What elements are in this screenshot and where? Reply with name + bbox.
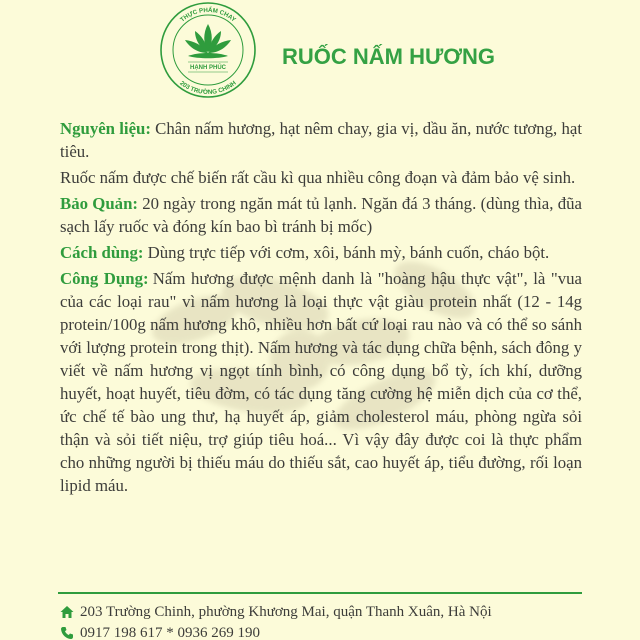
usage-text: Dùng trực tiếp với cơm, xôi, bánh mỳ, bánh cuốn, cháo bột. bbox=[147, 243, 550, 262]
home-icon bbox=[60, 605, 74, 619]
product-title: RUỐC NẤM HƯƠNG bbox=[282, 44, 496, 69]
usage-paragraph bbox=[60, 241, 582, 264]
logo-arc-text-bottom: 203 TRƯỜNG CHINH bbox=[178, 79, 238, 97]
address-text: 203 Trường Chinh, phường Khương Mai, quận Thanh Xuân, Hà Nội bbox=[80, 604, 492, 620]
lotus-icon bbox=[185, 24, 231, 58]
footer-phone bbox=[60, 626, 260, 640]
logo-center-text: HẠNH PHÚC bbox=[190, 65, 226, 71]
phone-icon bbox=[60, 626, 74, 640]
benefits-paragraph bbox=[60, 267, 582, 497]
ingredients-text: Chân nấm hương, hạt nêm chay, gia vị, dầu ăn, nước tương, hạt tiêu. bbox=[60, 119, 582, 161]
phone-text: 0917 198 617 * 0936 269 190 bbox=[80, 625, 260, 640]
svg-text:203 TRƯỜNG CHINH bbox=[178, 79, 238, 96]
ingredients-label: Nguyên liệu: bbox=[60, 119, 151, 138]
brand-logo bbox=[158, 0, 258, 100]
benefits-text: Nấm hương được mệnh danh là "hoàng hậu thực vật", là "vua của các loại rau" vì nấm hương là loại thực vật giàu protein nhất (12 - 14g protein/100g nấm hương khô, nhiều hơn bất cứ loại rau nào và có thể so sánh với lượng protein trong thịt). Nấm hương và tác dụng chữa bệnh, sách đông y viết về nấm hương vị ngọt tính bình, có công dụng bổ tỳ, ích khí, dưỡng huyết, hoạt huyết, tiêu đờm, có tác dụng tăng cường hệ miễn dịch của cơ thể, ức chế tế bào ung thư, hạ huyết áp, giảm cholesterol máu, phòng ngừa sỏi thận và sỏi tiết niệu, trợ giúp tiêu hoá... Vì vậy đây được coi là thực phẩm cho những người bị thiếu máu do thiếu sắt, cao huyết áp, tiểu đường, rối loạn lipid máu. bbox=[60, 269, 583, 495]
footer-address bbox=[60, 604, 492, 620]
footer-divider bbox=[58, 592, 582, 594]
logo-arc-text-top: THỰC PHẨM CHAY bbox=[179, 6, 237, 24]
usage-label: Cách dùng: bbox=[60, 243, 144, 262]
product-description bbox=[60, 117, 582, 500]
preparation-note-text: Ruốc nấm được chế biến rất cầu kì qua nhiều công đoạn và đảm bảo vệ sinh. bbox=[60, 168, 576, 187]
preparation-note-paragraph bbox=[60, 166, 582, 189]
storage-text: 20 ngày trong ngăn mát tủ lạnh. Ngăn đá 3 tháng. (dùng thìa, đũa sạch lấy ruốc và đóng kín bao bì tránh bị mốc) bbox=[60, 194, 582, 236]
storage-label: Bảo Quản: bbox=[60, 194, 138, 213]
storage-paragraph bbox=[60, 192, 582, 238]
ingredients-paragraph bbox=[60, 117, 582, 163]
benefits-label: Công Dụng: bbox=[60, 269, 149, 288]
